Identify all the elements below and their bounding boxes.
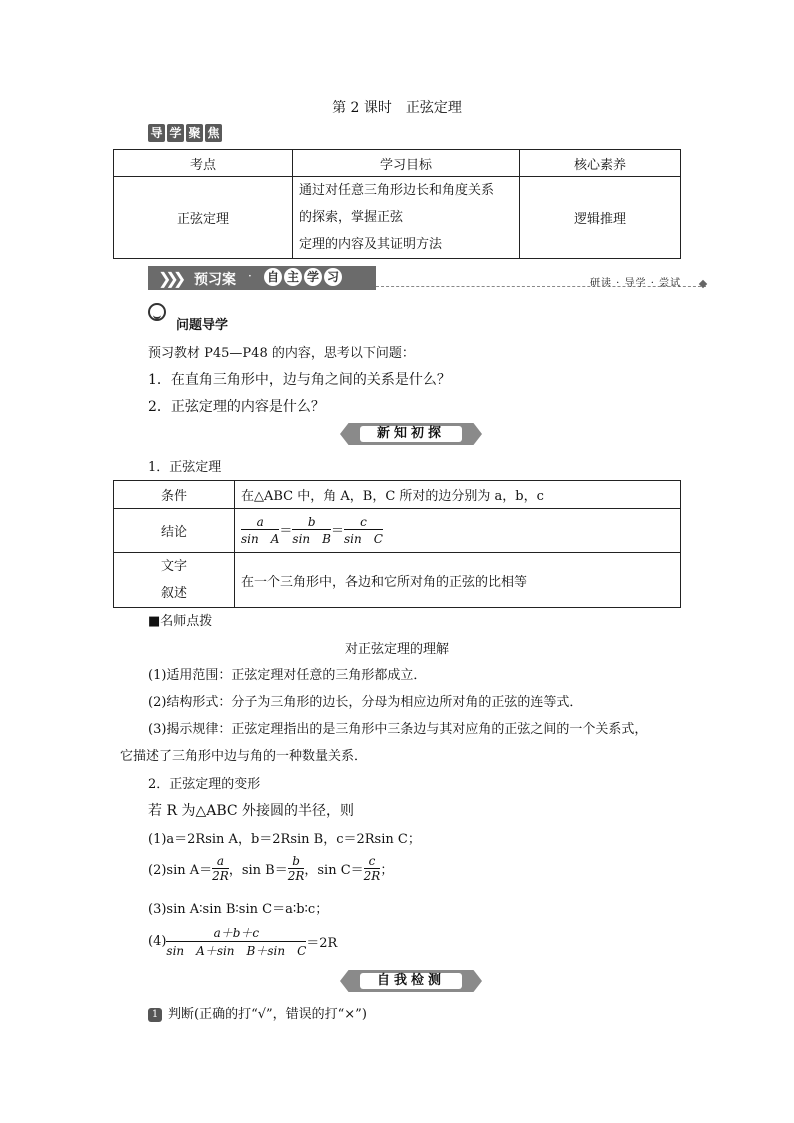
section-badge [148, 124, 222, 144]
v2-mid: ，sin C＝ [304, 863, 364, 878]
tips-p3a: (3)揭示规律：正弦定理指出的是三角形中三条边与其对应角的正弦之间的一个关系式， [148, 722, 648, 737]
header-goal: 学习目标 [293, 150, 520, 177]
variant-2 [148, 854, 393, 883]
fraction [241, 515, 279, 547]
v2-prefix: (2)sin A＝ [148, 863, 213, 878]
banner-char: 主 [284, 268, 302, 286]
goal-line: 通过对任意三角形边长和角度关系 [299, 183, 495, 198]
chevron-right-icon: ❯❯❯ [158, 269, 181, 288]
smiley-icon [148, 303, 166, 321]
concl-formula [235, 509, 681, 553]
numerator: b [288, 854, 305, 869]
check-item [148, 1003, 367, 1022]
check-text: 判断(正确的打“√”，错误的打“×”) [168, 1007, 367, 1022]
header-topic: 考点 [114, 150, 293, 177]
item-1: 1．正弦定理 [148, 460, 222, 475]
text-label-line: 叙述 [160, 586, 187, 601]
badge-char: 焦 [205, 124, 222, 142]
numerator: a [212, 854, 229, 869]
numerator: c [344, 515, 383, 530]
tips-p3b: 它描述了三角形中边与角的一种数量关系． [120, 749, 368, 764]
equals: ＝ [330, 523, 344, 538]
denominator: 2R [287, 869, 305, 883]
fraction [166, 924, 306, 959]
banner-dot: · [248, 269, 252, 283]
guide-heading: 问题导学 [176, 318, 229, 333]
variant-1: (1)a＝2Rsin A，b＝2Rsin B，c＝2Rsin C； [148, 832, 421, 847]
banner-char: 学 [304, 268, 322, 286]
text-content: 在一个三角形中，各边和它所对角的正弦的比相等 [235, 553, 681, 608]
numerator: a [241, 515, 279, 530]
badge-char: 导 [148, 124, 165, 142]
cell-literacy: 逻辑推理 [520, 177, 681, 259]
badge-char: 学 [167, 124, 184, 142]
banner-char: 习 [324, 268, 342, 286]
numerator: c [364, 854, 381, 869]
guide-question-1: 1．在直角三角形中，边与角之间的关系是什么？ [148, 372, 451, 388]
banner-label: 自我检测 [360, 973, 462, 989]
fraction [288, 854, 305, 883]
cell-goal [293, 177, 520, 259]
denominator: sin A [241, 531, 280, 546]
sine-law-table [113, 480, 681, 608]
variant-intro: 若 R 为△ABC 外接圆的半径，则 [148, 803, 355, 819]
v2-mid: ，sin B＝ [228, 863, 288, 878]
v2-end: ； [380, 863, 394, 878]
guide-intro: 预习教材 P45—P48 的内容，思考以下问题： [148, 346, 415, 361]
denominator: 2R [212, 869, 229, 883]
item-number-badge: 1 [148, 1008, 162, 1022]
self-check-banner [340, 970, 482, 992]
banner-prefix: 预习案 [194, 272, 236, 288]
badge-char: 聚 [186, 124, 203, 142]
variant-3: (3)sin A∶sin B∶sin C＝a∶b∶c； [148, 902, 329, 917]
fraction [344, 515, 383, 547]
banner-char: 自 [264, 268, 282, 286]
tips-subtitle: 对正弦定理的理解 [344, 642, 449, 657]
goal-line: 的探索，掌握正弦 [299, 210, 404, 225]
tips-p1: (1)适用范围：正弦定理对任意的三角形都成立． [148, 668, 427, 683]
cell-topic: 正弦定理 [114, 177, 293, 259]
equals: ＝ [279, 523, 293, 538]
guide-question-2: 2．正弦定理的内容是什么？ [148, 399, 325, 415]
denominator: 2R [363, 869, 381, 883]
fraction [364, 854, 381, 883]
denominator: sin C [343, 531, 383, 546]
text-label [114, 553, 235, 608]
cond-text: 在△ABC 中，角 A，B，C 所对的边分别为 a，b，c [235, 481, 681, 509]
text-label-line: 文字 [160, 559, 187, 574]
denominator: sin B [292, 531, 331, 546]
preview-banner [148, 266, 376, 290]
concl-label: 结论 [114, 509, 235, 553]
tips-p2: (2)结构形式：分子为三角形的边长，分母为相应边所对角的正弦的连等式． [148, 695, 583, 710]
page-title: 第 2 课时 正弦定理 [332, 100, 462, 116]
v4-end: ＝2R [306, 936, 338, 951]
tips-heading: ■名师点拨 [148, 614, 213, 629]
fraction [212, 854, 229, 883]
item-2: 2．正弦定理的变形 [148, 777, 261, 792]
fraction [292, 515, 331, 547]
goal-line: 定理的内容及其证明方法 [299, 237, 443, 252]
v4-prefix: (4) [148, 934, 167, 949]
cond-label: 条件 [114, 481, 235, 509]
variant-4 [148, 924, 337, 959]
banner-label: 新知初探 [360, 426, 462, 442]
new-knowledge-banner [340, 423, 482, 445]
header-literacy: 核心素养 [520, 150, 681, 177]
denominator: sin A＋sin B＋sin C [166, 944, 307, 958]
overview-table [113, 149, 681, 259]
numerator: a＋b＋c [166, 924, 306, 942]
banner-right-text: 研读 · 导学 · 尝试 [590, 278, 682, 289]
numerator: b [292, 515, 331, 530]
